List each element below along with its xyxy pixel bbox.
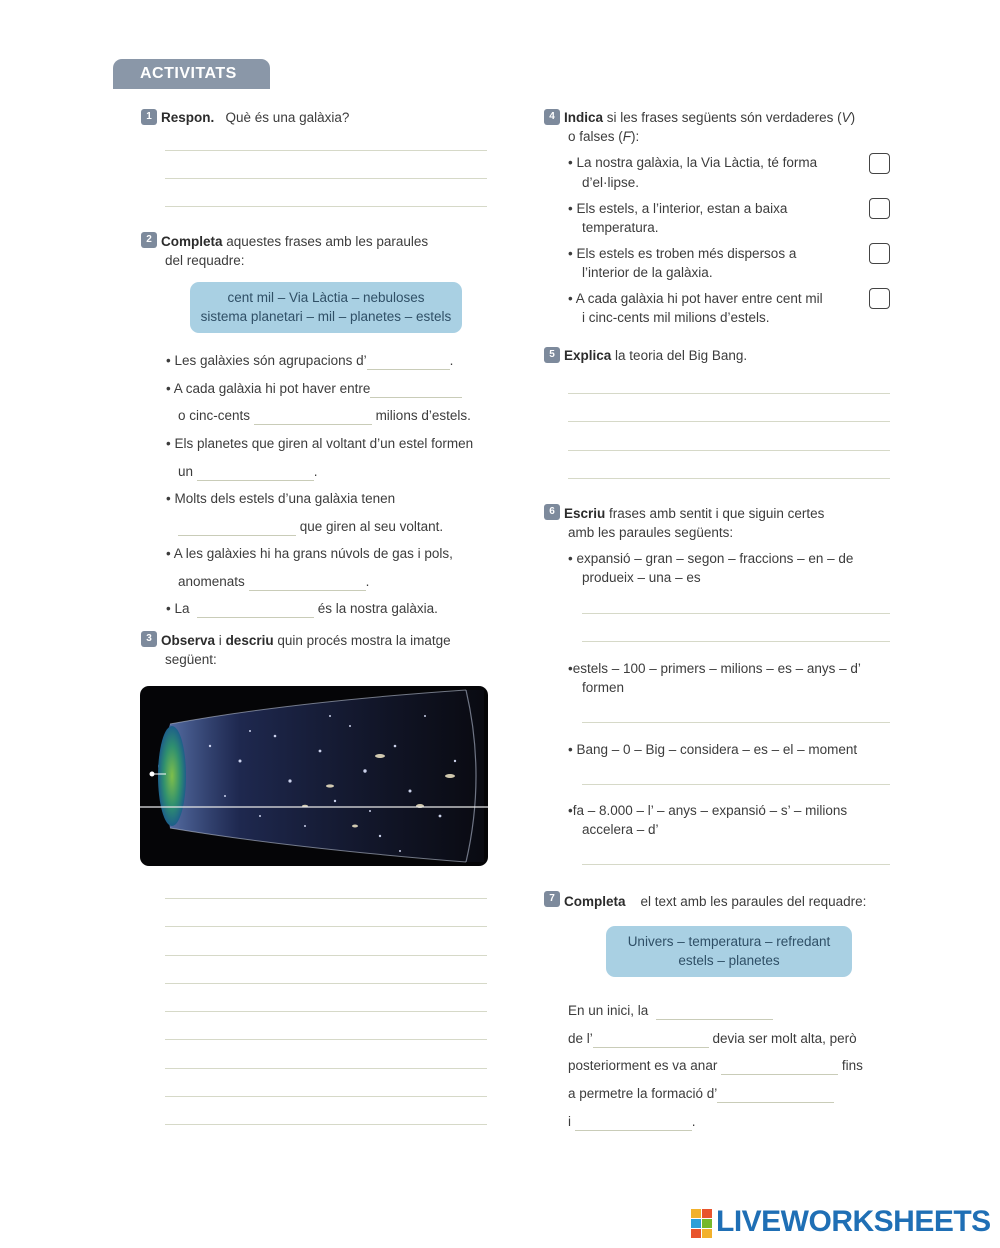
q2-word-box — [190, 282, 462, 333]
q3-verb1: Observa — [161, 633, 216, 648]
q7-prompt — [564, 893, 866, 911]
q4-checkbox-3[interactable] — [869, 243, 890, 264]
q2-item-5b-blank[interactable] — [249, 577, 366, 591]
q2-item-6-text: • La — [166, 601, 190, 616]
q6-answer-line[interactable] — [582, 784, 890, 785]
q7-line-5 — [568, 1113, 696, 1131]
q2-item-3b — [178, 463, 318, 481]
q1-text: Què és una galàxia? — [225, 110, 350, 125]
q6-answer-line[interactable] — [582, 613, 890, 614]
q7-line-1 — [568, 1002, 773, 1020]
q4-text1b: ) — [850, 110, 856, 125]
q4-text2a: o falses ( — [568, 129, 623, 144]
q7-blank-4[interactable] — [717, 1089, 834, 1103]
q3-answer-line[interactable] — [165, 1124, 487, 1125]
q2-prompt — [161, 233, 428, 251]
q6-number: 6 — [544, 504, 560, 520]
q7-line-1-text: En un inici, la — [568, 1003, 649, 1018]
q4-v: V — [841, 110, 851, 125]
q2-item-2b-text: o cinc-cents — [178, 408, 251, 423]
q6-words-1: • expansió – gran – segon – fraccions – en – de — [568, 551, 854, 566]
q4-statement-3b: l’interior de la galàxia. — [582, 265, 713, 280]
q7-line-5-text: i — [568, 1114, 571, 1129]
q5-answer-line[interactable] — [568, 421, 890, 422]
q1-answer-line[interactable] — [165, 150, 487, 151]
q3-answer-line[interactable] — [165, 955, 487, 956]
q3-text1: quin procés mostra la imatge — [273, 633, 451, 648]
q7-blank-2[interactable] — [593, 1034, 709, 1048]
q2-item-5b-text: anomenats — [178, 574, 245, 589]
q5-text: la teoria del Big Bang. — [615, 348, 748, 363]
q4-checkbox-2[interactable] — [869, 198, 890, 219]
liveworksheets-logo-text[interactable]: LIVEWORKSHEETS — [716, 1205, 991, 1238]
q6-words-4b: accelera – d’ — [582, 822, 659, 837]
q3-verb2: descriu — [225, 633, 274, 648]
q7-word-box — [606, 926, 852, 977]
q2-text2: del requadre: — [165, 253, 245, 268]
q6-answer-line[interactable] — [582, 641, 890, 642]
q2-item-6-end: és la nostra galàxia. — [317, 601, 438, 616]
q7-blank-3[interactable] — [721, 1061, 838, 1075]
q2-item-2b-blank[interactable] — [254, 411, 372, 425]
q4-number: 4 — [544, 109, 560, 125]
q2-item-1 — [166, 352, 453, 370]
section-header-rule — [113, 87, 270, 89]
q2-verb: Completa — [161, 234, 223, 249]
q2-text1: aquestes frases amb les paraules — [226, 234, 429, 249]
section-header-tab — [113, 59, 270, 88]
q4-statement-1b: d’el·lipse. — [582, 175, 640, 190]
q7-line-5-end: . — [691, 1114, 696, 1129]
q3-mid: i — [215, 633, 226, 648]
q5-answer-line[interactable] — [568, 450, 890, 451]
section-title: ACTIVITATS — [140, 65, 237, 82]
q7-blank-5[interactable] — [575, 1117, 692, 1131]
q2-item-3b-blank[interactable] — [197, 467, 314, 481]
q6-words-3: • Bang – 0 – Big – considera – es – el – moment — [568, 742, 858, 757]
q6-text1: frases amb sentit i que siguin certes — [609, 506, 825, 521]
q6-answer-line[interactable] — [582, 722, 890, 723]
q2-item-1-text: • Les galàxies són agrupacions d’ — [166, 353, 367, 368]
q1-prompt — [161, 109, 349, 127]
q7-box-line1: Univers – temperatura – refredant — [627, 934, 831, 949]
q6-words-4: •fa – 8.000 – l’ – anys – expansió – s’ – milions — [568, 803, 848, 818]
q3-answer-line[interactable] — [165, 1011, 487, 1012]
universe-expansion-illustration — [140, 686, 488, 866]
q2-item-6 — [166, 600, 438, 618]
q4-statement-4b: i cinc-cents mil milions d’estels. — [582, 310, 770, 325]
q7-line-3-end: fins — [841, 1058, 863, 1073]
q1-answer-line[interactable] — [165, 178, 487, 179]
q2-item-2 — [166, 380, 462, 398]
q2-item-3b-end: . — [313, 464, 318, 479]
q6-text2: amb les paraules següents: — [568, 525, 734, 540]
q6-words-2b: formen — [582, 680, 625, 695]
q5-answer-line[interactable] — [568, 393, 890, 394]
q2-box-line2: sistema planetari – mil – planetes – estels — [200, 309, 452, 324]
q4-text1: si les frases següents són verdaderes ( — [606, 110, 842, 125]
q4-statement-3: • Els estels es troben més dispersos a — [568, 246, 797, 261]
q5-verb: Explica — [564, 348, 612, 363]
q3-answer-line[interactable] — [165, 983, 487, 984]
q2-item-5b-end: . — [365, 574, 370, 589]
q7-line-2 — [568, 1030, 857, 1048]
q4-statement-4: • A cada galàxia hi pot haver entre cent mil — [568, 291, 823, 306]
q4-prompt — [564, 109, 855, 127]
big-bang-universe-image — [140, 686, 488, 866]
q4-f: F — [622, 129, 632, 144]
q7-number: 7 — [544, 891, 560, 907]
q3-number: 3 — [141, 631, 157, 647]
q7-line-3 — [568, 1057, 863, 1075]
q7-line-2-text: de l’ — [568, 1031, 593, 1046]
q2-number: 2 — [141, 232, 157, 248]
q6-prompt — [564, 505, 824, 523]
q2-item-2b-end: milions d’estels. — [375, 408, 471, 423]
q7-line-4-text: a permetre la formació d’ — [568, 1086, 718, 1101]
liveworksheets-logo-icon — [691, 1209, 713, 1239]
q2-item-5b — [178, 573, 369, 591]
q2-item-1-blank[interactable] — [367, 356, 450, 370]
q6-verb: Escriu — [564, 506, 606, 521]
q3-answer-line[interactable] — [165, 1096, 487, 1097]
q3-answer-line[interactable] — [165, 898, 487, 899]
q2-item-4b-text: que giren al seu voltant. — [299, 519, 444, 534]
q7-line-3-text: posteriorment es va anar — [568, 1058, 718, 1073]
q3-text2: següent: — [165, 652, 217, 667]
q1-verb: Respon. — [161, 110, 215, 125]
q6-words-1b: produeix – una – es — [582, 570, 701, 585]
q7-line-4 — [568, 1085, 834, 1103]
q3-answer-line[interactable] — [165, 926, 487, 927]
q5-answer-line[interactable] — [568, 478, 890, 479]
q4-verb: Indica — [564, 110, 604, 125]
q2-item-4b-blank[interactable] — [178, 522, 296, 536]
q1-answer-line[interactable] — [165, 206, 487, 207]
q2-item-5: • A les galàxies hi ha grans núvols de gas i pols, — [166, 546, 453, 561]
q2-item-1-end: . — [449, 353, 454, 368]
q1-number: 1 — [141, 109, 157, 125]
q2-item-3: • Els planetes que giren al voltant d’un estel formen — [166, 436, 474, 451]
q2-item-6-blank[interactable] — [197, 604, 314, 618]
q2-item-3b-text: un — [178, 464, 194, 479]
q7-verb: Completa — [564, 894, 626, 909]
q2-item-2-blank[interactable] — [370, 384, 462, 398]
q2-item-2b — [178, 407, 471, 425]
q4-checkbox-4[interactable] — [869, 288, 890, 309]
q4-prompt-line2 — [568, 128, 639, 146]
q7-blank-1[interactable] — [656, 1006, 773, 1020]
q4-statement-1: • La nostra galàxia, la Via Làctia, té forma — [568, 155, 818, 170]
q2-box-line1: cent mil – Via Làctia – nebuloses — [227, 290, 425, 305]
q3-answer-line[interactable] — [165, 1039, 487, 1040]
q7-box-line2: estels – planetes — [678, 953, 780, 968]
q4-statement-2b: temperatura. — [582, 220, 659, 235]
q7-line-2-end: devia ser molt alta, però — [712, 1031, 857, 1046]
q2-item-2-text: • A cada galàxia hi pot haver entre — [166, 381, 371, 396]
q6-answer-line[interactable] — [582, 864, 890, 865]
q4-text2b: ): — [631, 129, 640, 144]
q6-words-2: •estels – 100 – primers – milions – es – anys – d’ — [568, 661, 861, 676]
q2-item-4: • Molts dels estels d’una galàxia tenen — [166, 491, 396, 506]
q4-checkbox-1[interactable] — [869, 153, 890, 174]
q4-statement-2: • Els estels, a l’interior, estan a baixa — [568, 201, 788, 216]
q3-answer-line[interactable] — [165, 1068, 487, 1069]
q7-text: el text amb les paraules del requadre: — [640, 894, 867, 909]
q3-prompt — [161, 632, 451, 650]
q5-prompt — [564, 347, 747, 365]
q2-item-4b — [178, 518, 443, 536]
q5-number: 5 — [544, 347, 560, 363]
